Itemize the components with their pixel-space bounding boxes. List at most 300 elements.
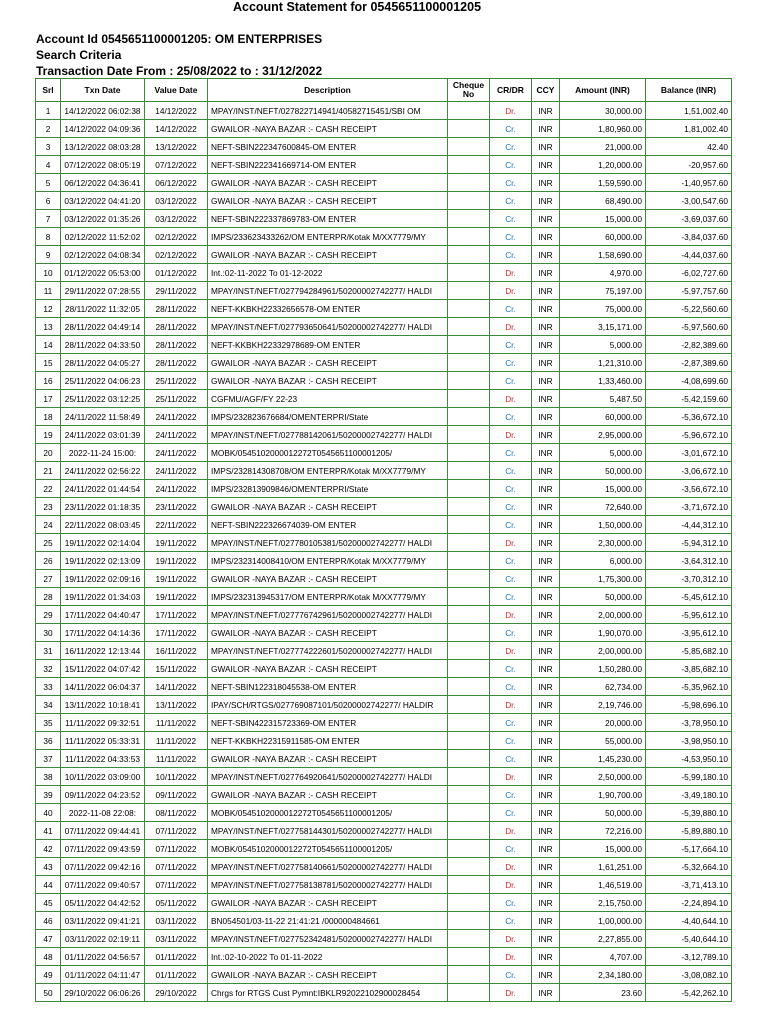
description-cell: BN054501/03-11-22 21:41:21 /000000484661 [208,912,448,930]
cheque-no-cell [448,624,490,642]
description-cell: GWAILOR -NAYA BAZAR :- CASH RECEIPT [208,354,448,372]
table-row [36,318,732,336]
cheque-no-cell [448,192,490,210]
ccy-cell: INR [532,894,560,912]
srl-cell: 40 [36,804,61,822]
balance-cell: -5,99,180.10 [646,768,732,786]
cheque-no-cell [448,426,490,444]
value-date-cell: 05/11/2022 [145,894,208,912]
srl-cell: 47 [36,930,61,948]
ccy-cell: INR [532,768,560,786]
value-date-cell: 28/11/2022 [145,318,208,336]
cr-dr-cell: Cr. [490,228,532,246]
balance-cell: -5,45,612.10 [646,588,732,606]
srl-cell: 45 [36,894,61,912]
ccy-cell: INR [532,570,560,588]
txn-date-cell: 02/12/2022 11:52:02 [61,228,145,246]
balance-cell: -3,70,312.10 [646,570,732,588]
balance-cell: -5,42,159.60 [646,390,732,408]
balance-cell: -5,89,880.10 [646,822,732,840]
cheque-no-cell [448,480,490,498]
srl-cell: 37 [36,750,61,768]
balance-cell: -2,24,894.10 [646,894,732,912]
table-row [36,354,732,372]
txn-date-cell: 23/11/2022 01:18:35 [61,498,145,516]
amount-cell: 1,33,460.00 [560,372,646,390]
cheque-no-cell [448,174,490,192]
cr-dr-cell: Cr. [490,786,532,804]
value-date-cell: 17/11/2022 [145,624,208,642]
value-date-cell: 01/12/2022 [145,264,208,282]
txn-date-cell: 29/11/2022 07:28:55 [61,282,145,300]
cheque-no-cell [448,516,490,534]
srl-cell: 11 [36,282,61,300]
txn-date-cell: 2022-11-08 22:08: [61,804,145,822]
balance-cell: -3,71,672.10 [646,498,732,516]
srl-cell: 23 [36,498,61,516]
cheque-no-cell [448,732,490,750]
amount-cell: 1,21,310.00 [560,354,646,372]
cr-dr-cell: Cr. [490,300,532,318]
balance-cell: 1,51,002.40 [646,102,732,120]
table-row [36,156,732,174]
srl-cell: 44 [36,876,61,894]
table-row [36,264,732,282]
balance-cell: -3,01,672.10 [646,444,732,462]
ccy-cell: INR [532,426,560,444]
value-date-cell: 11/11/2022 [145,750,208,768]
cheque-no-cell [448,894,490,912]
txn-date-cell: 19/11/2022 02:09:16 [61,570,145,588]
cr-dr-cell: Dr. [490,102,532,120]
value-date-cell: 24/11/2022 [145,462,208,480]
cheque-no-cell [448,282,490,300]
srl-cell: 35 [36,714,61,732]
description-cell: GWAILOR -NAYA BAZAR :- CASH RECEIPT [208,894,448,912]
cheque-no-cell [448,552,490,570]
srl-cell: 33 [36,678,61,696]
value-date-cell: 03/12/2022 [145,210,208,228]
description-cell: MPAY/INST/NEFT/027794284961/50200002742277/ HALDI [208,282,448,300]
cr-dr-cell: Cr. [490,732,532,750]
description-cell: MOBK/0545102000012272T0545651100001205/ [208,804,448,822]
cr-dr-cell: Cr. [490,966,532,984]
balance-cell: -3,49,180.10 [646,786,732,804]
table-row [36,192,732,210]
txn-date-cell: 13/11/2022 10:18:41 [61,696,145,714]
amount-cell: 72,640.00 [560,498,646,516]
cheque-no-cell [448,498,490,516]
table-row [36,210,732,228]
amount-cell: 4,970.00 [560,264,646,282]
txn-date-cell: 24/11/2022 01:44:54 [61,480,145,498]
table-row [36,426,732,444]
ccy-cell: INR [532,552,560,570]
cheque-no-cell [448,336,490,354]
balance-cell: -5,22,560.60 [646,300,732,318]
amount-cell: 20,000.00 [560,714,646,732]
srl-cell: 46 [36,912,61,930]
amount-cell: 1,59,590.00 [560,174,646,192]
txn-date-cell: 29/10/2022 06:06:26 [61,984,145,1002]
cr-dr-cell: Dr. [490,876,532,894]
txn-date-cell: 03/12/2022 04:41:20 [61,192,145,210]
balance-cell: -5,40,644.10 [646,930,732,948]
description-cell: NEFT-SBIN122318045538-OM ENTER [208,678,448,696]
value-date-cell: 07/11/2022 [145,858,208,876]
txn-date-cell: 24/11/2022 11:58:49 [61,408,145,426]
cr-dr-cell: Dr. [490,930,532,948]
description-cell: NEFT-KKBKH22332656578-OM ENTER [208,300,448,318]
ccy-cell: INR [532,948,560,966]
srl-cell: 9 [36,246,61,264]
cr-dr-cell: Cr. [490,552,532,570]
amount-cell: 30,000.00 [560,102,646,120]
cr-dr-cell: Cr. [490,156,532,174]
description-cell: GWAILOR -NAYA BAZAR :- CASH RECEIPT [208,372,448,390]
ccy-cell: INR [532,714,560,732]
ccy-cell: INR [532,300,560,318]
ccy-cell: INR [532,282,560,300]
cr-dr-cell: Cr. [490,804,532,822]
amount-cell: 4,707.00 [560,948,646,966]
cheque-no-cell [448,912,490,930]
balance-cell: -1,40,957.60 [646,174,732,192]
ccy-cell: INR [532,192,560,210]
amount-cell: 1,90,700.00 [560,786,646,804]
description-cell: Chrgs for RTGS Cust Pymnt:IBKLR92022102900028454 [208,984,448,1002]
amount-cell: 5,000.00 [560,336,646,354]
value-date-cell: 03/12/2022 [145,192,208,210]
amount-cell: 1,80,960.00 [560,120,646,138]
srl-cell: 21 [36,462,61,480]
header-txn-date: Txn Date [61,79,145,102]
txn-date-cell: 07/11/2022 09:42:16 [61,858,145,876]
cr-dr-cell: Dr. [490,642,532,660]
txn-date-cell: 05/11/2022 04:42:52 [61,894,145,912]
header-cr-dr: CR/DR [490,79,532,102]
amount-cell: 1,58,690.00 [560,246,646,264]
value-date-cell: 19/11/2022 [145,534,208,552]
table-row [36,786,732,804]
description-cell: MPAY/INST/NEFT/027776742961/50200002742277/ HALDI [208,606,448,624]
srl-cell: 34 [36,696,61,714]
txn-date-cell: 07/11/2022 09:44:41 [61,822,145,840]
amount-cell: 75,197.00 [560,282,646,300]
amount-cell: 2,00,000.00 [560,606,646,624]
header-srl: Srl [36,79,61,102]
cheque-no-cell [448,984,490,1002]
cr-dr-cell: Dr. [490,696,532,714]
table-row [36,768,732,786]
cr-dr-cell: Dr. [490,264,532,282]
cr-dr-cell: Cr. [490,516,532,534]
cr-dr-cell: Cr. [490,678,532,696]
amount-cell: 2,34,180.00 [560,966,646,984]
description-cell: NEFT-KKBKH22332978689-OM ENTER [208,336,448,354]
value-date-cell: 02/12/2022 [145,246,208,264]
cr-dr-cell: Cr. [490,210,532,228]
value-date-cell: 15/11/2022 [145,660,208,678]
ccy-cell: INR [532,732,560,750]
value-date-cell: 14/12/2022 [145,120,208,138]
amount-cell: 2,27,855.00 [560,930,646,948]
cheque-no-cell [448,246,490,264]
description-cell: GWAILOR -NAYA BAZAR :- CASH RECEIPT [208,174,448,192]
ccy-cell: INR [532,966,560,984]
value-date-cell: 14/12/2022 [145,102,208,120]
value-date-cell: 22/11/2022 [145,516,208,534]
table-row [36,930,732,948]
value-date-cell: 11/11/2022 [145,714,208,732]
cr-dr-cell: Cr. [490,750,532,768]
balance-cell: -4,44,312.10 [646,516,732,534]
description-cell: MPAY/INST/NEFT/027788142061/50200002742277/ HALDI [208,426,448,444]
header-balance: Balance (INR) [646,79,732,102]
value-date-cell: 17/11/2022 [145,606,208,624]
srl-cell: 28 [36,588,61,606]
description-cell: NEFT-SBIN222337869783-OM ENTER [208,210,448,228]
table-row [36,984,732,1002]
txn-date-cell: 03/12/2022 01:35:26 [61,210,145,228]
cheque-no-cell [448,714,490,732]
srl-cell: 1 [36,102,61,120]
header-cheque-no: Cheque No [448,79,490,102]
cr-dr-cell: Cr. [490,138,532,156]
value-date-cell: 01/11/2022 [145,948,208,966]
txn-date-cell: 24/11/2022 02:56:22 [61,462,145,480]
description-cell: GWAILOR -NAYA BAZAR :- CASH RECEIPT [208,192,448,210]
value-date-cell: 24/11/2022 [145,480,208,498]
txn-date-cell: 22/11/2022 08:03:45 [61,516,145,534]
value-date-cell: 25/11/2022 [145,390,208,408]
cr-dr-cell: Cr. [490,714,532,732]
value-date-cell: 11/11/2022 [145,732,208,750]
cheque-no-cell [448,102,490,120]
table-row [36,372,732,390]
ccy-cell: INR [532,534,560,552]
value-date-cell: 03/11/2022 [145,912,208,930]
table-row [36,840,732,858]
cr-dr-cell: Dr. [490,426,532,444]
cr-dr-cell: Cr. [490,120,532,138]
srl-cell: 25 [36,534,61,552]
srl-cell: 24 [36,516,61,534]
srl-cell: 12 [36,300,61,318]
table-row [36,552,732,570]
cheque-no-cell [448,408,490,426]
srl-cell: 17 [36,390,61,408]
cheque-no-cell [448,390,490,408]
value-date-cell: 24/11/2022 [145,444,208,462]
ccy-cell: INR [532,372,560,390]
cheque-no-cell [448,354,490,372]
table-row [36,390,732,408]
cr-dr-cell: Dr. [490,534,532,552]
balance-cell: -3,95,612.10 [646,624,732,642]
value-date-cell: 23/11/2022 [145,498,208,516]
txn-date-cell: 16/11/2022 12:13:44 [61,642,145,660]
description-cell: NEFT-SBIN422315723369-OM ENTER [208,714,448,732]
cr-dr-cell: Dr. [490,948,532,966]
cr-dr-cell: Dr. [490,606,532,624]
description-cell: GWAILOR -NAYA BAZAR :- CASH RECEIPT [208,966,448,984]
txn-date-cell: 10/11/2022 03:09:00 [61,768,145,786]
cr-dr-cell: Dr. [490,318,532,336]
cr-dr-cell: Cr. [490,588,532,606]
srl-cell: 42 [36,840,61,858]
value-date-cell: 28/11/2022 [145,336,208,354]
srl-cell: 36 [36,732,61,750]
balance-cell: -5,36,672.10 [646,408,732,426]
account-line: Account Id 0545651100001205: OM ENTERPRISES [36,32,323,46]
table-row [36,246,732,264]
txn-date-cell: 14/12/2022 06:02:38 [61,102,145,120]
txn-date-cell: 28/11/2022 04:05:27 [61,354,145,372]
cheque-no-cell [448,138,490,156]
ccy-cell: INR [532,318,560,336]
cheque-no-cell [448,318,490,336]
txn-date-cell: 19/11/2022 02:14:04 [61,534,145,552]
balance-cell: -5,17,664.10 [646,840,732,858]
amount-cell: 1,61,251.00 [560,858,646,876]
description-cell: MPAY/INST/NEFT/027780105381/50200002742277/ HALDI [208,534,448,552]
description-cell: MPAY/INST/NEFT/027758144301/50200002742277/ HALDI [208,822,448,840]
description-cell: NEFT-SBIN222326674039-OM ENTER [208,516,448,534]
srl-cell: 20 [36,444,61,462]
table-row [36,966,732,984]
cheque-no-cell [448,606,490,624]
txn-date-cell: 14/11/2022 06:04:37 [61,678,145,696]
txn-date-cell: 14/12/2022 04:09:36 [61,120,145,138]
ccy-cell: INR [532,804,560,822]
amount-cell: 60,000.00 [560,408,646,426]
table-row [36,408,732,426]
amount-cell: 1,20,000.00 [560,156,646,174]
header-amount: Amount (INR) [560,79,646,102]
amount-cell: 2,00,000.00 [560,642,646,660]
balance-cell: -5,39,880.10 [646,804,732,822]
description-cell: IMPS/232314008410/OM ENTERPR/Kotak M/XX7779/MY [208,552,448,570]
ccy-cell: INR [532,336,560,354]
table-row [36,894,732,912]
srl-cell: 3 [36,138,61,156]
amount-cell: 1,46,519.00 [560,876,646,894]
description-cell: MPAY/INST/NEFT/027758138781/50200002742277/ HALDI [208,876,448,894]
balance-cell: -3,06,672.10 [646,462,732,480]
cheque-no-cell [448,858,490,876]
value-date-cell: 25/11/2022 [145,372,208,390]
txn-date-cell: 19/11/2022 01:34:03 [61,588,145,606]
table-header-row [36,79,732,102]
ccy-cell: INR [532,696,560,714]
ccy-cell: INR [532,138,560,156]
cr-dr-cell: Cr. [490,372,532,390]
table-row [36,912,732,930]
amount-cell: 2,30,000.00 [560,534,646,552]
srl-cell: 32 [36,660,61,678]
srl-cell: 22 [36,480,61,498]
txn-date-cell: 02/12/2022 04:08:34 [61,246,145,264]
txn-date-cell: 07/11/2022 09:43:59 [61,840,145,858]
value-date-cell: 06/12/2022 [145,174,208,192]
srl-cell: 15 [36,354,61,372]
ccy-cell: INR [532,354,560,372]
cheque-no-cell [448,534,490,552]
ccy-cell: INR [532,984,560,1002]
txn-date-cell: 28/11/2022 04:33:50 [61,336,145,354]
cheque-no-cell [448,444,490,462]
ccy-cell: INR [532,876,560,894]
page-title: Account Statement for 0545651100001205 [232,0,482,14]
balance-cell: -4,40,644.10 [646,912,732,930]
description-cell: MPAY/INST/NEFT/027758140661/50200002742277/ HALDI [208,858,448,876]
ccy-cell: INR [532,462,560,480]
description-cell: GWAILOR -NAYA BAZAR :- CASH RECEIPT [208,498,448,516]
description-cell: GWAILOR -NAYA BAZAR :- CASH RECEIPT [208,660,448,678]
description-cell: GWAILOR -NAYA BAZAR :- CASH RECEIPT [208,120,448,138]
cheque-no-cell [448,840,490,858]
cr-dr-cell: Cr. [490,840,532,858]
txn-date-cell: 07/11/2022 09:40:57 [61,876,145,894]
amount-cell: 15,000.00 [560,840,646,858]
value-date-cell: 08/11/2022 [145,804,208,822]
txn-date-cell: 24/11/2022 03:01:39 [61,426,145,444]
balance-cell: -3,85,682.10 [646,660,732,678]
ccy-cell: INR [532,912,560,930]
cr-dr-cell: Cr. [490,354,532,372]
amount-cell: 2,50,000.00 [560,768,646,786]
balance-cell: -4,08,699.60 [646,372,732,390]
txn-date-cell: 28/11/2022 04:49:14 [61,318,145,336]
cr-dr-cell: Cr. [490,894,532,912]
description-cell: MPAY/INST/NEFT/027764920641/50200002742277/ HALDI [208,768,448,786]
amount-cell: 21,000.00 [560,138,646,156]
value-date-cell: 07/12/2022 [145,156,208,174]
value-date-cell: 19/11/2022 [145,588,208,606]
description-cell: Int.:02-10-2022 To 01-11-2022 [208,948,448,966]
srl-cell: 4 [36,156,61,174]
amount-cell: 62,734.00 [560,678,646,696]
table-row [36,534,732,552]
cheque-no-cell [448,588,490,606]
amount-cell: 72,216.00 [560,822,646,840]
table-row [36,462,732,480]
cheque-no-cell [448,372,490,390]
amount-cell: 2,95,000.00 [560,426,646,444]
srl-cell: 2 [36,120,61,138]
cheque-no-cell [448,300,490,318]
srl-cell: 48 [36,948,61,966]
description-cell: GWAILOR -NAYA BAZAR :- CASH RECEIPT [208,624,448,642]
cr-dr-cell: Cr. [490,174,532,192]
txn-date-cell: 03/11/2022 02:19:11 [61,930,145,948]
description-cell: NEFT-KKBKH22315911585-OM ENTER [208,732,448,750]
cr-dr-cell: Cr. [490,408,532,426]
header-ccy: CCY [532,79,560,102]
cheque-no-cell [448,822,490,840]
srl-cell: 41 [36,822,61,840]
table-row [36,282,732,300]
description-cell: MPAY/INST/NEFT/027752342481/50200002742277/ HALDI [208,930,448,948]
table-row [36,858,732,876]
cheque-no-cell [448,750,490,768]
cr-dr-cell: Cr. [490,480,532,498]
description-cell: GWAILOR -NAYA BAZAR :- CASH RECEIPT [208,786,448,804]
table-row [36,336,732,354]
amount-cell: 50,000.00 [560,804,646,822]
ccy-cell: INR [532,858,560,876]
